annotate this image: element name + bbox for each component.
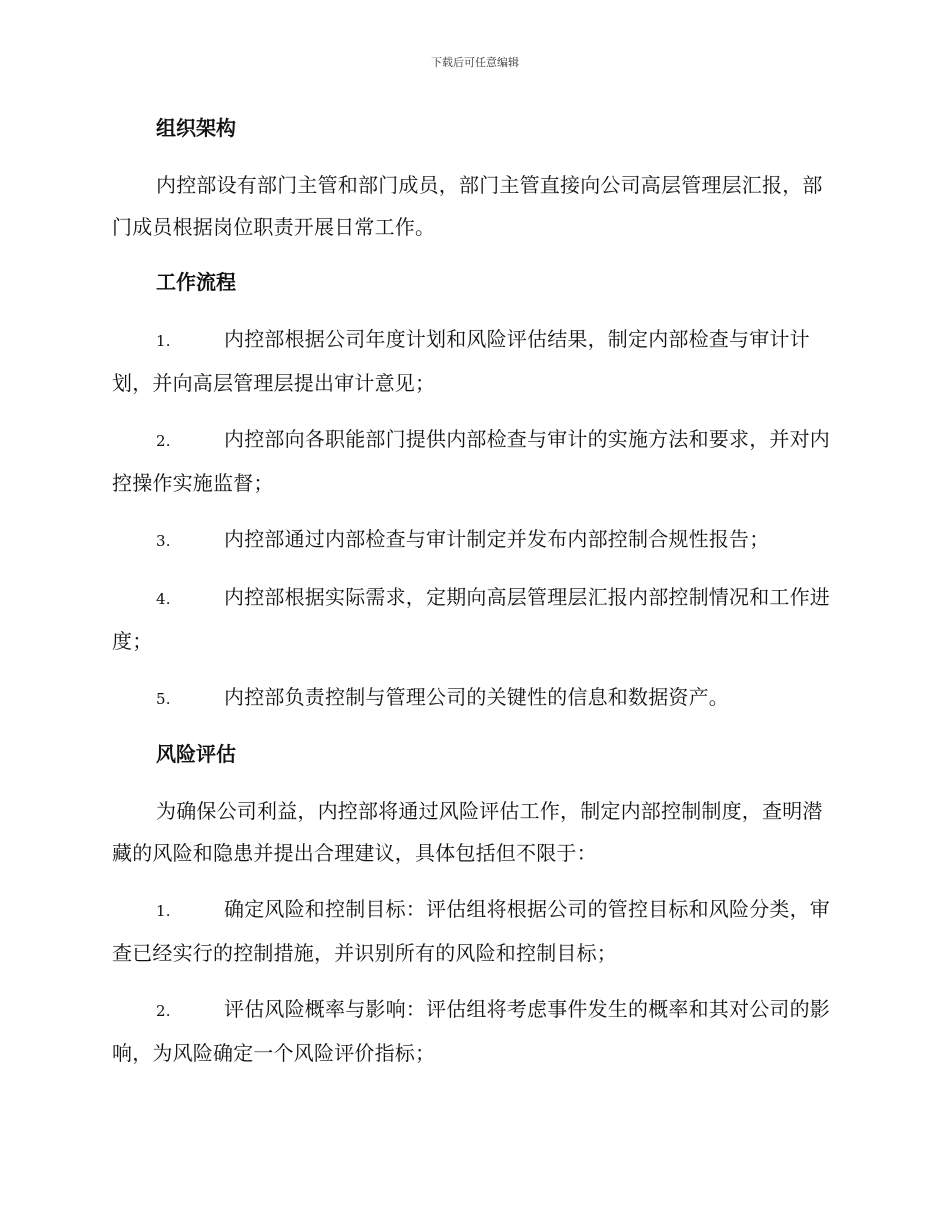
list-item — [112, 988, 832, 1074]
paragraph-org: 内控部设有部门主管和部门成员，部门主管直接向公司高层管理层汇报，部门成员根据岗位职责开展日常工作。 — [112, 173, 823, 239]
list-text: 内控部负责控制与管理公司的关键性的信息和数据资产。 — [224, 685, 729, 709]
page-header: 下载后可任意编辑 — [431, 56, 519, 69]
list-text: 内控部根据实际需求，定期向高层管理层汇报内部控制情况和工作进度； — [112, 585, 830, 653]
list-text: 内控部根据公司年度计划和风险评估结果，制定内部检查与审计计划，并向高层管理层提出审计意见； — [112, 327, 810, 395]
list-text: 评估风险概率与影响：评估组将考虑事件发生的概率和其对公司的影响，为风险确定一个风险评价指标； — [112, 997, 830, 1065]
section-title-flow: 工作流程 — [156, 270, 236, 294]
list-item — [112, 418, 832, 504]
section-title-org: 组织架构 — [156, 116, 236, 140]
section-title-risk: 风险评估 — [156, 742, 236, 766]
list-number: 1. — [156, 332, 171, 350]
list-number: 4. — [156, 590, 171, 608]
list-number: 2. — [156, 1002, 171, 1020]
list-text: 确定风险和控制目标：评估组将根据公司的管控目标和风险分类，审查已经实行的控制措施，并识别所有的风险和控制目标； — [112, 897, 830, 965]
list-item — [112, 576, 832, 662]
list-text: 内控部向各职能部门提供内部检查与审计的实施方法和要求，并对内控操作实施监督； — [112, 427, 830, 495]
list-number: 3. — [156, 532, 171, 550]
list-number: 2. — [156, 432, 171, 450]
list-text: 内控部通过内部检查与审计制定并发布内部控制合规性报告； — [224, 527, 770, 551]
list-item — [112, 318, 832, 404]
list-item — [112, 676, 832, 720]
list-number: 5. — [156, 690, 171, 708]
document-body — [112, 108, 832, 1088]
list-item — [112, 888, 832, 974]
list-item — [112, 518, 832, 562]
list-number: 1. — [156, 902, 171, 920]
paragraph-risk: 为确保公司利益，内控部将通过风险评估工作，制定内部控制制度，查明潜藏的风险和隐患并提出合理建议，具体包括但不限于： — [112, 799, 823, 865]
